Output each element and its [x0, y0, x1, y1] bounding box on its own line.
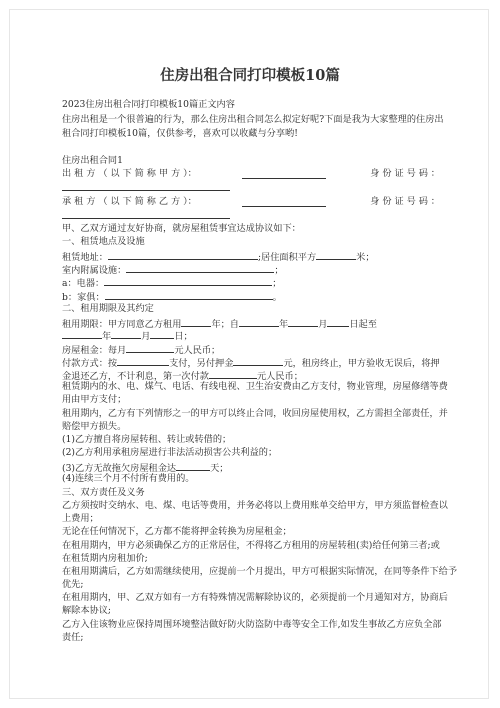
lessee-label: 承 租 方 （ 以 下 简 称 乙 方 ）：	[62, 196, 197, 207]
term-text-g: 月	[141, 331, 151, 342]
start-day-blank	[327, 316, 349, 327]
furniture-blank	[105, 289, 273, 300]
term-text-a: 租用期限：甲方同意乙方租用	[62, 319, 182, 330]
duty-line-1: 乙方须按时交纳水、电、煤、电话等费用，并务必将以上费用账单交给甲方，甲方须监督检查以	[62, 500, 448, 511]
duty-line-4: 在租用期内，甲方必须确保乙方的正常居住，不得将乙方租用的房屋转租(卖)给任何第三者;或	[62, 540, 440, 551]
rent-blank	[126, 342, 174, 353]
lessor-id-blank	[62, 180, 230, 191]
address-blank	[108, 249, 258, 260]
document-title: 住房出租合同打印模板10篇	[160, 67, 340, 84]
term-text-h: 日；	[174, 331, 193, 342]
appliances-row	[62, 275, 281, 290]
fees-line-2: 用由甲方支付；	[62, 394, 127, 405]
start-year-blank	[239, 316, 279, 327]
terminate-line-1: 租用期内，乙方有下列情形之一的甲方可以终止合同，收回房屋使用权，乙方需担全部责任，并	[62, 408, 448, 419]
fees-line-1: 租赁期内的水、电、煤气、电话、有线电视、卫生治安费由乙方支付，物业管理，房屋修缮等费	[62, 381, 448, 392]
pay-text-d: 金退还乙方，不计利息，第一次付款	[62, 371, 209, 382]
agreement-text: 甲、乙双方通过友好协商，就房屋租赁事宜达成协议如下：	[62, 223, 301, 234]
term-text-e: 日起至	[349, 319, 377, 330]
lessor-label: 出 租 方 （ 以 下 简 称 甲 方 ）：	[62, 168, 197, 179]
address-label: 租赁地址：	[62, 252, 108, 263]
terminate-item-1: (1)乙方擅自将房屋转租、转让或转借的；	[62, 434, 232, 445]
pay-cycle-blank	[117, 355, 169, 366]
lessor-name-blank	[242, 168, 326, 179]
duty-line-5: 在租赁期内房租加价;	[62, 553, 148, 564]
end-month-blank	[111, 328, 141, 339]
section1-heading: 一、租赁地点及设施	[62, 236, 145, 247]
lessee-name-blank	[242, 196, 326, 207]
terminate-item-2: (2)乙方利用承租房屋进行非法活动损害公共利益的；	[62, 447, 278, 458]
furniture-row	[62, 289, 282, 304]
lessor-row	[62, 168, 440, 180]
section3-heading: 三、双方责任及义务	[62, 487, 145, 498]
duty-line-11: 责任;	[62, 632, 84, 643]
term-text-f: 年	[102, 331, 112, 342]
furniture-label: b：家俱：	[62, 292, 105, 303]
pay-text-c: 元，租房终止，甲方验收无误后，将押	[283, 358, 440, 369]
term-years-blank	[181, 316, 211, 327]
duty-line-8: 在租用期内，甲、乙双方如有一方有特殊情况需解除协议的，必须提前一个月通知对方，协商后	[62, 592, 448, 603]
lessor-id-label: 身 份 证 号 码 ：	[370, 168, 440, 179]
appliances-blank	[104, 275, 272, 286]
area-label: ;居住面积平方	[257, 252, 317, 263]
duty-line-10: 乙方入住该物业应保持周围环境整洁做好防火防盗防中毒等安全工作,如发生事故乙方应负全部	[62, 619, 442, 630]
contract-heading: 住房出租合同1	[62, 155, 123, 166]
section2-heading: 二、租用期限及其约定	[62, 303, 154, 314]
furniture-end: 。	[272, 292, 282, 303]
term-row-2	[62, 328, 193, 343]
lessee-id-label: 身 份 证 号 码 ：	[370, 196, 440, 207]
pay-text-a: 付款方式：按	[62, 358, 118, 369]
area-unit: 米；	[356, 252, 375, 263]
duty-line-2: 上费用；	[62, 513, 99, 524]
intro-line-2: 租合同打印模板10篇，仅供参考，喜欢可以收藏与分享哟!	[62, 128, 298, 139]
terminate-item-3-unit: 天；	[210, 463, 229, 474]
overdue-days-blank	[176, 460, 210, 471]
term-text-d: 月	[318, 319, 328, 330]
rent-text-a: 房屋租金：每月	[62, 345, 127, 356]
start-month-blank	[288, 316, 318, 327]
duty-line-7: 优先;	[62, 579, 84, 590]
intro-line-1: 住房出租是一个很普遍的行为，那么住房出租合同怎么拟定好呢?下面是我为大家整理的住房出	[62, 114, 444, 125]
terminate-item-3-text: (3)乙方无故拖欠房屋租金达	[62, 463, 177, 474]
first-payment-blank	[209, 368, 257, 379]
deposit-blank	[233, 355, 283, 366]
duty-line-3: 无论在任何情况下，乙方都不能将押金转换为房屋租金；	[62, 526, 292, 537]
duty-line-9: 解除本协议;	[62, 605, 112, 616]
end-year-blank	[62, 328, 102, 339]
lessee-id-row	[62, 208, 230, 223]
appliances-label: a：电器：	[62, 278, 105, 289]
duty-line-6: 在租用期满后，乙方如需继续使用，应提前一个月提出，甲方可根据实际情况，在同等条件下给予	[62, 566, 458, 577]
lessor-id-row	[62, 180, 230, 195]
lessee-id-blank	[62, 208, 230, 219]
intro-heading: 2023住房出租合同打印模板10篇正文内容	[62, 99, 235, 110]
lessee-row	[62, 196, 440, 208]
attached-label: 室内附属设施：	[62, 265, 127, 276]
appliances-end: ；	[272, 278, 282, 289]
end-day-blank	[150, 328, 174, 339]
pay-text-e: 元人民币；	[257, 371, 303, 382]
pay-text-b: 支付，另付押金	[169, 358, 234, 369]
area-blank	[316, 249, 356, 260]
terminate-line-2: 赔偿甲方损失。	[62, 421, 127, 432]
term-text-b: 年；自	[211, 319, 239, 330]
terminate-item-4: (4)连续三个月不付所有费用的。	[62, 473, 195, 484]
attached-end: ；	[274, 265, 284, 276]
attached-blank	[126, 262, 274, 273]
rent-text-b: 元人民币；	[174, 345, 221, 356]
term-text-c: 年	[279, 319, 289, 330]
